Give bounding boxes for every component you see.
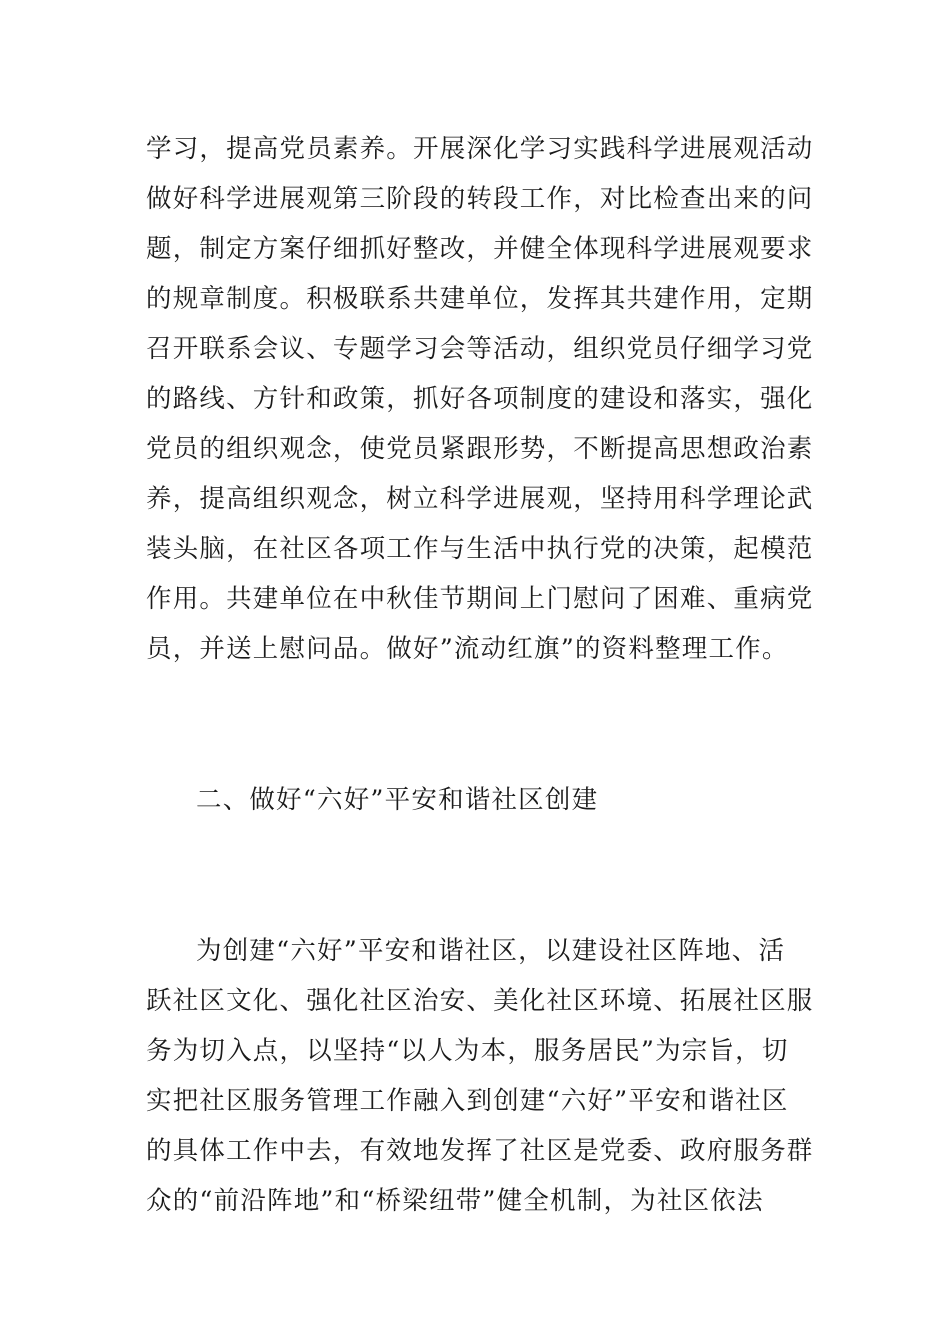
- paragraph-1-line-5: 召开联系会议、专题学习会等活动，组织党员仔细学习党: [146, 334, 814, 364]
- paragraph-1-line-4: 的规章制度。积极联系共建单位，发挥其共建作用，定期: [146, 284, 814, 314]
- paragraph-2-line-6: 众的“前沿阵地”和“桥梁纽带”健全机制，为社区依法: [146, 1186, 764, 1216]
- paragraph-1-line-7: 党员的组织观念，使党员紧跟形势，不断提高思想政治素: [146, 434, 814, 464]
- paragraph-1-line-9: 装头脑，在社区各项工作与生活中执行党的决策，起模范: [146, 534, 814, 564]
- paragraph-1-line-10: 作用。共建单位在中秋佳节期间上门慰问了困难、重病党: [146, 584, 814, 614]
- paragraph-1-line-3: 题，制定方案仔细抓好整改，并健全体现科学进展观要求: [146, 234, 814, 264]
- paragraph-1-line-11: 员，并送上慰问品。做好”流动红旗”的资料整理工作。: [146, 634, 789, 664]
- paragraph-2-line-4: 实把社区服务管理工作融入到创建“六好”平安和谐社区: [146, 1086, 789, 1116]
- paragraph-1-line-8: 养，提高组织观念，树立科学进展观，坚持用科学理论武: [146, 484, 814, 514]
- paragraph-2-line-3: 务为切入点，以坚持“以人为本，服务居民”为宗旨，切: [146, 1036, 789, 1066]
- paragraph-1-line-6: 的路线、方针和政策，抓好各项制度的建设和落实，强化: [146, 384, 814, 414]
- paragraph-2-line-5: 的具体工作中去，有效地发挥了社区是党委、政府服务群: [146, 1136, 814, 1166]
- paragraph-1-line-1: 学习，提高党员素养。开展深化学习实践科学进展观活动: [146, 134, 814, 164]
- paragraph-2-line-2: 跃社区文化、强化社区治安、美化社区环境、拓展社区服: [146, 986, 814, 1016]
- paragraph-2-line-1: 为创建“六好”平安和谐社区，以建设社区阵地、活: [196, 936, 786, 966]
- section-heading: 二、做好“六好”平安和谐社区创建: [196, 785, 599, 815]
- paragraph-1-line-2: 做好科学进展观第三阶段的转段工作，对比检查出来的问: [146, 184, 814, 214]
